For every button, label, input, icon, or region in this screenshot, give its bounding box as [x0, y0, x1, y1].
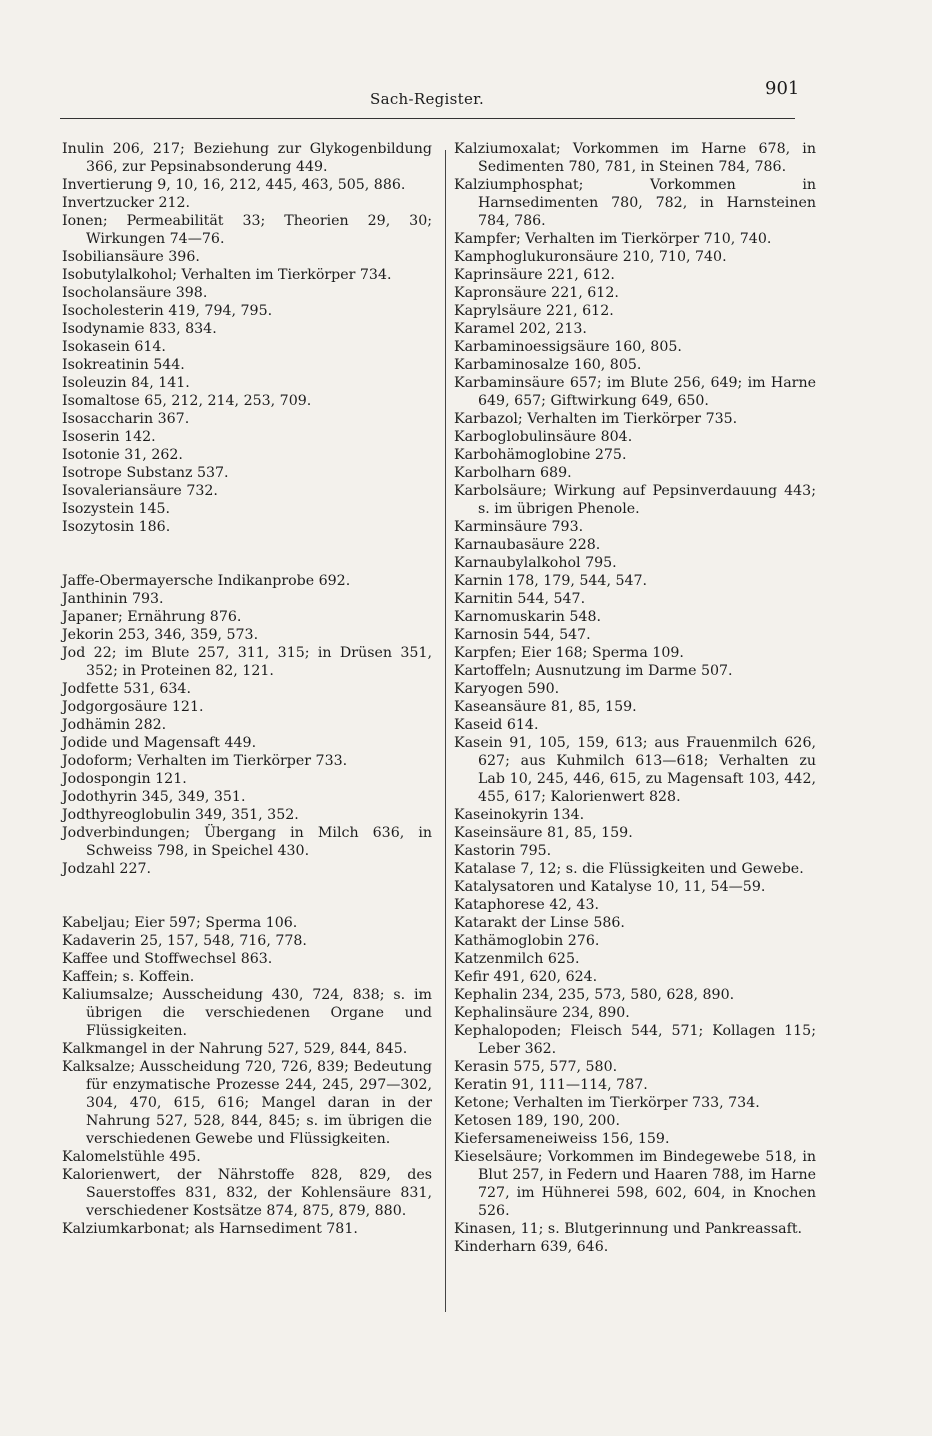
index-entry: Isocholansäure 398.: [62, 285, 208, 301]
index-entry: Jaffe-Obermayersche Indikanprobe 692.: [62, 573, 351, 589]
page-number: 901: [765, 78, 800, 99]
index-entry: Katarakt der Linse 586.: [454, 915, 625, 931]
index-entry: Kaprylsäure 221, 612.: [454, 303, 614, 319]
index-entry: Kataphorese 42, 43.: [454, 897, 599, 913]
index-entry: Karboglobulinsäure 804.: [454, 429, 633, 445]
index-entry: Inulin 206, 217; Beziehung zur Glykogenbildung 366, zur Pepsinabsonderung 449.: [62, 141, 432, 175]
index-entry: Jodospongin 121.: [62, 771, 187, 787]
index-group-k-continued: [454, 140, 816, 1256]
index-entry: Kabeljau; Eier 597; Sperma 106.: [62, 915, 298, 931]
index-entry: Isoleuzin 84, 141.: [62, 375, 190, 391]
left-column: [62, 140, 432, 1238]
index-entry: Jodverbindungen; Übergang in Milch 636, in Schweiss 798, in Speichel 430.: [62, 825, 432, 859]
index-entry: Jodoform; Verhalten im Tierkörper 733.: [62, 753, 348, 769]
index-entry: Kephalinsäure 234, 890.: [454, 1005, 630, 1021]
index-entry: Ketosen 189, 190, 200.: [454, 1113, 620, 1129]
index-entry: Isocholesterin 419, 794, 795.: [62, 303, 273, 319]
index-entry: Isozytosin 186.: [62, 519, 171, 535]
index-entry: Kathämoglobin 276.: [454, 933, 600, 949]
index-group-j: [62, 572, 432, 878]
index-entry: Kinderharn 639, 646.: [454, 1239, 609, 1255]
index-entry: Kastorin 795.: [454, 843, 552, 859]
index-entry: Jod 22; im Blute 257, 311, 315; in Drüsen 351, 352; in Proteinen 82, 121.: [62, 645, 432, 679]
index-entry: Karbohämoglobine 275.: [454, 447, 627, 463]
index-entry: Kalziumoxalat; Vorkommen im Harne 678, in Sedimenten 780, 781, in Steinen 784, 786.: [454, 141, 816, 175]
index-entry: Isodynamie 833, 834.: [62, 321, 217, 337]
index-entry: Jekorin 253, 346, 359, 573.: [62, 627, 259, 643]
index-entry: Karnaubasäure 228.: [454, 537, 601, 553]
column-divider: [445, 150, 446, 1312]
index-entry: Ionen; Permeabilität 33; Theorien 29, 30; Wirkungen 74—76.: [62, 213, 432, 247]
index-entry: Kaseansäure 81, 85, 159.: [454, 699, 637, 715]
index-entry: Invertzucker 212.: [62, 195, 191, 211]
index-entry: Kampfer; Verhalten im Tierkörper 710, 740.: [454, 231, 772, 247]
index-entry: Katalase 7, 12; s. die Flüssigkeiten und Gewebe.: [454, 861, 804, 877]
index-entry: Karnosin 544, 547.: [454, 627, 591, 643]
index-entry: Kalziumkarbonat; als Harnsediment 781.: [62, 1221, 358, 1237]
index-entry: Jodothyrin 345, 349, 351.: [62, 789, 246, 805]
index-entry: Kieselsäure; Vorkommen im Bindegewebe 518, in Blut 257, in Federn und Haaren 788, im Harne 727, im Hühnerei 598, 602, 604, in Knochen 526.: [454, 1149, 816, 1219]
right-column: [454, 140, 816, 1256]
index-group-k: [62, 914, 432, 1238]
index-entry: Kinasen, 11; s. Blutgerinnung und Pankreassaft.: [454, 1221, 803, 1237]
index-entry: Kalorienwert, der Nährstoffe 828, 829, des Sauerstoffes 831, 832, der Kohlensäure 831, verschiedener Kostsätze 874, 875, 879, 880.: [62, 1167, 432, 1219]
index-entry: Isoserin 142.: [62, 429, 156, 445]
index-entry: Kaffee und Stoffwechsel 863.: [62, 951, 273, 967]
index-entry: Kaseinsäure 81, 85, 159.: [454, 825, 633, 841]
index-entry: Karbaminsäure 657; im Blute 256, 649; im Harne 649, 657; Giftwirkung 649, 650.: [454, 375, 816, 409]
index-entry: Isotonie 31, 262.: [62, 447, 183, 463]
index-entry: Kamphoglukuronsäure 210, 710, 740.: [454, 249, 727, 265]
index-entry: Karbolharn 689.: [454, 465, 572, 481]
index-entry: Isomaltose 65, 212, 214, 253, 709.: [62, 393, 312, 409]
index-entry: Kiefersameneiweiss 156, 159.: [454, 1131, 670, 1147]
index-entry: Kephalopoden; Fleisch 544, 571; Kollagen 115; Leber 362.: [454, 1023, 816, 1057]
index-entry: Kartoffeln; Ausnutzung im Darme 507.: [454, 663, 733, 679]
index-entry: Jodide und Magensaft 449.: [62, 735, 257, 751]
index-entry: Invertierung 9, 10, 16, 212, 445, 463, 505, 886.: [62, 177, 406, 193]
index-entry: Karbaminoessigsäure 160, 805.: [454, 339, 682, 355]
index-entry: Katzenmilch 625.: [454, 951, 580, 967]
index-entry: Jodgorgosäure 121.: [62, 699, 204, 715]
index-entry: Kasein 91, 105, 159, 613; aus Frauenmilch 626, 627; aus Kuhmilch 613—618; Verhalten zu Lab 10, 245, 446, 615, zu Magensaft 103, 442, 455, 617; Kalorienwert 828.: [454, 735, 816, 805]
group-spacer: [62, 878, 432, 914]
index-entry: Karnitin 544, 547.: [454, 591, 586, 607]
index-entry: Janthinin 793.: [62, 591, 164, 607]
index-entry: Kalksalze; Ausscheidung 720, 726, 839; Bedeutung für enzymatische Prozesse 244, 245, 297—302, 304, 470, 615, 616; Mangel daran in der Nahrung 527, 528, 844, 845; s. im übrigen die verschiedenen Gewebe und Flüssigkeiten.: [62, 1059, 432, 1147]
index-entry: Jodthyreoglobulin 349, 351, 352.: [62, 807, 299, 823]
index-entry: Isovaleriansäure 732.: [62, 483, 218, 499]
index-entry: Kaffein; s. Koffein.: [62, 969, 195, 985]
index-entry: Kefir 491, 620, 624.: [454, 969, 598, 985]
index-entry: Kaseid 614.: [454, 717, 539, 733]
index-entry: Karbolsäure; Wirkung auf Pepsinverdauung 443; s. im übrigen Phenole.: [454, 483, 816, 517]
index-entry: Karamel 202, 213.: [454, 321, 587, 337]
index-entry: Isokreatinin 544.: [62, 357, 185, 373]
index-entry: Kaseinokyrin 134.: [454, 807, 585, 823]
index-entry: Isobutylalkohol; Verhalten im Tierkörper 734.: [62, 267, 392, 283]
index-group-i: [62, 140, 432, 536]
index-entry: Isozystein 145.: [62, 501, 171, 517]
index-entry: Kadaverin 25, 157, 548, 716, 778.: [62, 933, 307, 949]
index-entry: Jodfette 531, 634.: [62, 681, 191, 697]
index-entry: Karminsäure 793.: [454, 519, 584, 535]
index-entry: Karnomuskarin 548.: [454, 609, 602, 625]
index-entry: Jodzahl 227.: [62, 861, 152, 877]
index-entry: Karbaminosalze 160, 805.: [454, 357, 642, 373]
index-entry: Karpfen; Eier 168; Sperma 109.: [454, 645, 684, 661]
index-entry: Kaprinsäure 221, 612.: [454, 267, 615, 283]
index-entry: Isobiliansäure 396.: [62, 249, 200, 265]
index-entry: Jodhämin 282.: [62, 717, 167, 733]
index-entry: Katalysatoren und Katalyse 10, 11, 54—59.: [454, 879, 766, 895]
index-entry: Kerasin 575, 577, 580.: [454, 1059, 618, 1075]
index-entry: Kalziumphosphat; Vorkommen in Harnsedimenten 780, 782, in Harnsteinen 784, 786.: [454, 177, 816, 229]
index-entry: Kalomelstühle 495.: [62, 1149, 201, 1165]
index-entry: Kapronsäure 221, 612.: [454, 285, 619, 301]
index-entry: Kaliumsalze; Ausscheidung 430, 724, 838; s. im übrigen die verschiedenen Organe und Flüssigkeiten.: [62, 987, 432, 1039]
index-entry: Japaner; Ernährung 876.: [62, 609, 242, 625]
index-entry: Kalkmangel in der Nahrung 527, 529, 844, 845.: [62, 1041, 408, 1057]
index-entry: Isosaccharin 367.: [62, 411, 190, 427]
index-entry: Karnaubylalkohol 795.: [454, 555, 617, 571]
group-spacer: [62, 536, 432, 572]
index-entry: Isokasein 614.: [62, 339, 166, 355]
index-entry: Kephalin 234, 235, 573, 580, 628, 890.: [454, 987, 735, 1003]
index-entry: Karbazol; Verhalten im Tierkörper 735.: [454, 411, 738, 427]
index-entry: Keratin 91, 111—114, 787.: [454, 1077, 648, 1093]
header-rule: [60, 118, 795, 119]
running-title: Sach-Register.: [370, 90, 485, 108]
index-entry: Isotrope Substanz 537.: [62, 465, 229, 481]
index-entry: Karyogen 590.: [454, 681, 560, 697]
index-entry: Karnin 178, 179, 544, 547.: [454, 573, 648, 589]
index-entry: Ketone; Verhalten im Tierkörper 733, 734.: [454, 1095, 760, 1111]
